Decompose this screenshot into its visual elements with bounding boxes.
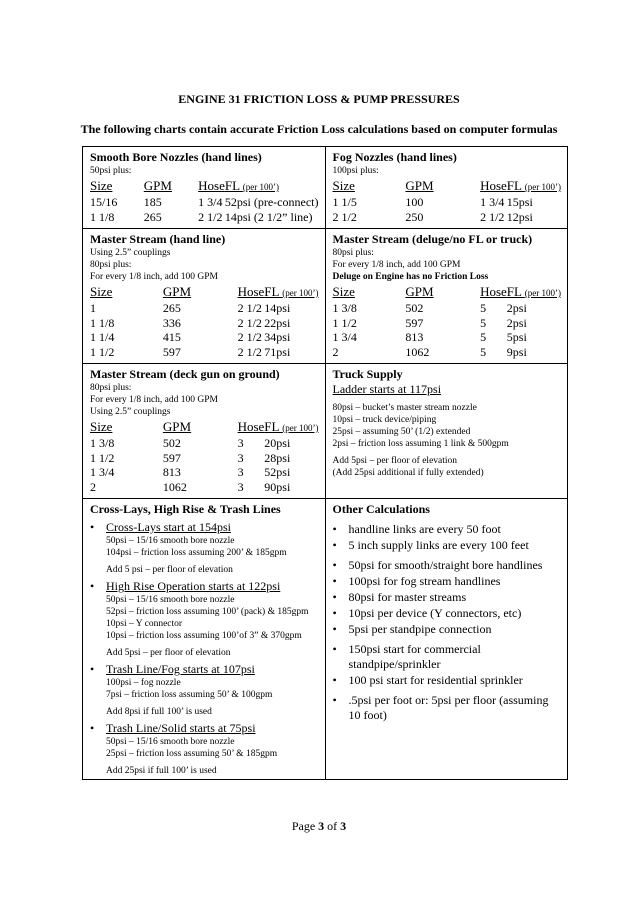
list-item [333, 673, 562, 688]
table-row [90, 345, 319, 360]
cell-fl: 34psi [264, 330, 291, 344]
cell-gpm: 502 [405, 301, 424, 315]
grid-header-fl-label: FL [264, 419, 279, 434]
bullet-icon: • [90, 579, 95, 593]
cell-size: 1 1/8 [90, 209, 115, 224]
page-number: 3 [318, 819, 325, 833]
bullet-icon: • [332, 558, 337, 572]
grid-header-fl-label: FL [506, 284, 522, 299]
grid-header-size: Size [90, 419, 113, 434]
smooth-bore-grid [90, 178, 319, 224]
master-hand-cell [83, 229, 326, 364]
cell-gpm: 250 [405, 209, 424, 224]
bullet-item [90, 721, 319, 736]
bullet-icon: • [332, 606, 337, 620]
footer-of: of [324, 819, 341, 833]
list-item-text: 5 inch supply links are every 100 feet [348, 538, 529, 552]
master-deck-cell [83, 364, 326, 499]
cell-fl: 2psi [506, 315, 527, 330]
list-item [333, 693, 562, 723]
list-item-text: 80psi for master streams [348, 590, 467, 604]
page-subtitle: The following charts contain accurate Friction Loss calculations based on computer formulas [80, 122, 558, 136]
bullet-title: Cross-Lays start at 154psi [106, 520, 231, 534]
bullet-add: Add 5 psi – per floor of elevation [106, 565, 233, 575]
list-item-text: 50psi for smooth/straight bore handlines [348, 558, 543, 572]
list-item [333, 522, 562, 537]
bullet-icon: • [332, 590, 337, 604]
master-hand-note: For every 1/8 inch, add 100 GPM [90, 272, 218, 282]
table-row [90, 480, 319, 495]
bullet-add: Add 8psi if full 100’ is used [106, 707, 212, 717]
cell-hose: 2 1/2 [198, 209, 223, 224]
bullet-line: 7psi – friction loss assuming 50’ & 100gpm [106, 690, 273, 700]
cell-gpm: 1062 [405, 344, 430, 359]
cross-lays-cell [83, 499, 326, 780]
bullet-line: 50psi – 15/16 smooth bore nozzle [106, 595, 235, 605]
cell-size: 2 [332, 344, 339, 359]
grid-header-size: Size [332, 284, 355, 299]
master-hand-note: 80psi plus: [90, 260, 132, 270]
cell-hose: 1 3/4 [480, 195, 505, 209]
bullet-title: Trash Line/Solid starts at 75psi [106, 721, 256, 735]
bullet-icon: • [332, 574, 337, 588]
cell-fl: 52psi (pre-connect) [224, 195, 319, 209]
grid-header-unit: (per 100’) [242, 182, 280, 192]
bullet-icon: • [332, 522, 337, 536]
footer-prefix: Page [291, 819, 319, 833]
friction-loss-table [82, 146, 568, 780]
cell-gpm: 336 [162, 315, 181, 330]
grid-header-unit: (per 100’) [524, 182, 561, 192]
cell-size: 2 1/2 [332, 209, 357, 224]
cell-fl: 71psi [264, 344, 291, 359]
master-hand-note: Using 2.5” couplings [90, 248, 171, 258]
bullet-item [90, 579, 319, 594]
smooth-bore-note: 50psi plus: [90, 166, 132, 176]
cross-lays-heading: Cross-Lays, High Rise & Trash Lines [90, 502, 281, 516]
cell-size: 2 [90, 479, 96, 494]
cell-gpm: 597 [162, 450, 181, 465]
bullet-title: Trash Line/Fog starts at 107psi [106, 662, 255, 676]
cell-hose: 2 1/2 [237, 330, 262, 344]
bullet-icon: • [332, 693, 337, 707]
grid-header-row [90, 178, 319, 195]
master-deck-note: 80psi plus: [90, 383, 132, 393]
list-item-text: 10psi per device (Y connectors, etc) [348, 606, 522, 620]
master-hand-heading: Master Stream (hand line) [90, 232, 226, 246]
cell-gpm: 1062 [162, 479, 187, 494]
master-deck-note: Using 2.5” couplings [90, 407, 171, 417]
list-item-text: 5psi per standpipe connection [348, 622, 492, 636]
bullet-line: 104psi – friction loss assuming 200’ & 185gpm [106, 548, 287, 558]
master-hand-grid [90, 284, 319, 359]
grid-header-unit: (per 100’) [524, 288, 561, 298]
cell-hose: 5 [480, 330, 487, 344]
grid-header-row [90, 284, 319, 301]
cell-size: 1 1/2 [332, 315, 357, 330]
bullet-icon: • [90, 721, 95, 735]
bullet-add: Add 5psi – per floor of elevation [106, 648, 231, 658]
bullet-title: High Rise Operation starts at 122psi [106, 579, 281, 593]
grid-header-hose: Hose [480, 178, 507, 193]
cell-size: 1 1/5 [332, 195, 357, 209]
bullet-line: 10psi – Y connector [106, 619, 183, 629]
table-row [333, 195, 562, 210]
master-deluge-note: For every 1/8 inch, add 100 GPM [332, 260, 461, 270]
list-item [333, 590, 562, 605]
grid-header-hose: Hose [237, 284, 265, 299]
cell-fl: 14psi [264, 301, 291, 315]
list-item [333, 538, 562, 553]
cell-hose: 2 1/2 [237, 315, 262, 330]
cell-fl: 20psi [264, 436, 291, 450]
grid-header-gpm: GPM [143, 178, 172, 193]
bullet-icon: • [332, 673, 337, 687]
truck-line: 2psi – friction loss assuming 1 link & 500gpm [332, 439, 509, 449]
bullet-icon: • [332, 642, 337, 656]
truck-extra: (Add 25psi additional if fully extended) [332, 468, 484, 478]
cell-gpm: 813 [162, 465, 181, 479]
table-row [90, 330, 319, 345]
grid-header-hose: Hose [237, 419, 265, 434]
cell-fl: 14psi (2 1/2” line) [224, 209, 313, 224]
master-deluge-bold-note: Deluge on Engine has no Friction Loss [332, 272, 489, 282]
bullet-line: 10psi – friction loss assuming 100’of 3” & 370gpm [106, 631, 302, 641]
cell-gpm: 185 [143, 195, 162, 209]
list-item [333, 606, 562, 621]
list-item-text: handline links are every 50 foot [348, 522, 501, 536]
master-deck-grid [90, 419, 319, 494]
truck-line: 10psi – truck device/piping [332, 415, 437, 425]
cell-size: 1 [90, 301, 96, 315]
cell-fl: 9psi [506, 344, 527, 359]
cell-fl: 52psi [264, 465, 291, 479]
grid-header-size: Size [90, 178, 113, 193]
cell-fl: 28psi [264, 450, 291, 465]
table-row [90, 210, 319, 225]
cell-fl: 22psi [264, 315, 291, 330]
cell-gpm: 100 [405, 195, 424, 209]
fog-cell [325, 147, 568, 229]
bullet-line: 50psi – 15/16 smooth bore nozzle [106, 737, 235, 747]
cell-gpm: 597 [162, 344, 181, 359]
grid-header-row [333, 284, 562, 301]
cell-size: 1 1/2 [90, 450, 115, 465]
truck-extra: Add 5psi – per floor of elevation [332, 456, 458, 466]
cell-gpm: 265 [143, 209, 162, 224]
cell-size: 1 3/4 [90, 465, 115, 479]
grid-header-size: Size [90, 284, 113, 299]
smooth-bore-heading: Smooth Bore Nozzles (hand lines) [90, 150, 262, 164]
other-list [333, 522, 562, 723]
grid-header-fl-label: FL [506, 178, 522, 193]
page-footer [0, 819, 638, 834]
grid-header-fl [225, 178, 319, 195]
cell-fl: 90psi [264, 479, 291, 494]
grid-header-row [333, 178, 562, 195]
bullet-item [90, 520, 319, 535]
cell-size: 1 3/4 [332, 330, 357, 344]
table-row [333, 345, 562, 360]
master-deck-note: For every 1/8 inch, add 100 GPM [90, 395, 218, 405]
grid-header-hose: Hose [480, 284, 507, 299]
truck-line: 25psi – assuming 50’ (1/2) extended [332, 427, 471, 437]
cell-fl: 12psi [506, 209, 533, 224]
bullet-add: Add 25psi if full 100’ is used [106, 766, 217, 776]
cell-hose: 3 [237, 465, 244, 479]
other-heading: Other Calculations [332, 502, 430, 516]
bullet-line: 52psi – friction loss assuming 100’ (pack) & 185gpm [106, 607, 309, 617]
cell-gpm: 502 [162, 436, 181, 450]
cell-hose: 2 1/2 [480, 209, 505, 224]
cell-hose: 3 [237, 450, 244, 465]
table-row [90, 301, 319, 316]
master-deluge-grid [333, 284, 562, 359]
master-deck-heading: Master Stream (deck gun on ground) [90, 367, 280, 381]
cell-hose: 2 1/2 [237, 301, 262, 315]
master-deluge-note: 80psi plus: [332, 248, 374, 258]
cell-fl: 15psi [506, 195, 533, 209]
list-item-text: 100psi for fog stream handlines [348, 574, 501, 588]
table-row [90, 465, 319, 480]
cell-hose: 3 [237, 479, 244, 494]
grid-header-size: Size [332, 178, 355, 193]
grid-header-fl [507, 178, 561, 195]
bullet-line: 50psi – 15/16 smooth bore nozzle [106, 536, 235, 546]
grid-header-gpm: GPM [405, 178, 434, 193]
bullet-icon: • [332, 538, 337, 552]
truck-supply-cell [325, 364, 568, 499]
cell-size: 1 1/2 [90, 344, 115, 359]
other-calculations-cell [325, 499, 568, 780]
list-item [333, 574, 562, 589]
grid-header-fl-label: FL [224, 178, 240, 193]
grid-header-fl [264, 419, 318, 436]
cell-fl: 2psi [506, 301, 527, 315]
page-total: 3 [340, 819, 347, 833]
cell-hose: 1 3/4 [198, 195, 223, 209]
list-item-text: .5psi per foot or: 5psi per floor (assuming 10 foot) [348, 693, 549, 722]
cell-gpm: 415 [162, 330, 181, 344]
cell-hose: 5 [480, 315, 487, 330]
ladder-start: Ladder starts at 117psi [332, 382, 442, 396]
list-item [333, 642, 562, 672]
bullet-line: 100psi – fog nozzle [106, 678, 181, 688]
table-row [90, 195, 319, 210]
grid-header-gpm: GPM [162, 419, 192, 434]
cell-size: 1 1/4 [90, 330, 115, 344]
grid-header-gpm: GPM [162, 284, 192, 299]
truck-line: 80psi – bucket’s master stream nozzle [332, 403, 477, 413]
bullet-icon: • [90, 662, 95, 676]
table-row [90, 451, 319, 466]
grid-header-unit: (per 100’) [282, 423, 319, 433]
master-deluge-heading: Master Stream (deluge/no FL or truck) [332, 232, 533, 246]
fog-heading: Fog Nozzles (hand lines) [332, 150, 457, 164]
master-deluge-cell [325, 229, 568, 364]
cell-hose: 5 [480, 344, 487, 359]
table-row [90, 436, 319, 451]
grid-header-unit: (per 100’) [282, 288, 319, 298]
grid-header-fl-label: FL [264, 284, 279, 299]
list-item-text: 150psi start for commercial standpipe/sprinkler [348, 642, 481, 671]
cell-gpm: 813 [405, 330, 424, 344]
cell-hose: 2 1/2 [237, 344, 262, 359]
smooth-bore-cell [83, 147, 326, 229]
fog-grid [333, 178, 562, 224]
truck-supply-heading: Truck Supply [332, 367, 403, 381]
list-item-text: 100 psi start for residential sprinkler [348, 673, 523, 687]
grid-header-gpm: GPM [405, 284, 434, 299]
list-item [333, 558, 562, 573]
cell-gpm: 265 [162, 301, 181, 315]
grid-header-hose: Hose [198, 178, 225, 193]
bullet-icon: • [332, 622, 337, 636]
cross-lays-list [90, 520, 319, 777]
fog-note: 100psi plus: [332, 166, 379, 176]
table-row [333, 210, 562, 225]
list-item [333, 622, 562, 637]
table-row [90, 316, 319, 331]
cell-size: 1 3/8 [332, 301, 357, 315]
bullet-item [90, 662, 319, 677]
grid-header-row [90, 419, 319, 436]
cell-fl: 5psi [506, 330, 527, 344]
grid-header-fl [507, 284, 561, 301]
table-row [333, 330, 562, 345]
table-row [333, 301, 562, 316]
cell-size: 1 1/8 [90, 315, 115, 330]
cell-size: 1 3/8 [90, 436, 115, 450]
cell-hose: 5 [480, 301, 487, 315]
bullet-icon: • [90, 520, 95, 534]
cell-gpm: 597 [405, 315, 424, 330]
page-title: ENGINE 31 FRICTION LOSS & PUMP PRESSURES [178, 92, 460, 106]
bullet-line: 25psi – friction loss assuming 50’ & 185gpm [106, 749, 278, 759]
cell-size: 15/16 [90, 195, 118, 209]
table-row [333, 316, 562, 331]
grid-header-fl [264, 284, 318, 301]
cell-hose: 3 [237, 436, 244, 450]
